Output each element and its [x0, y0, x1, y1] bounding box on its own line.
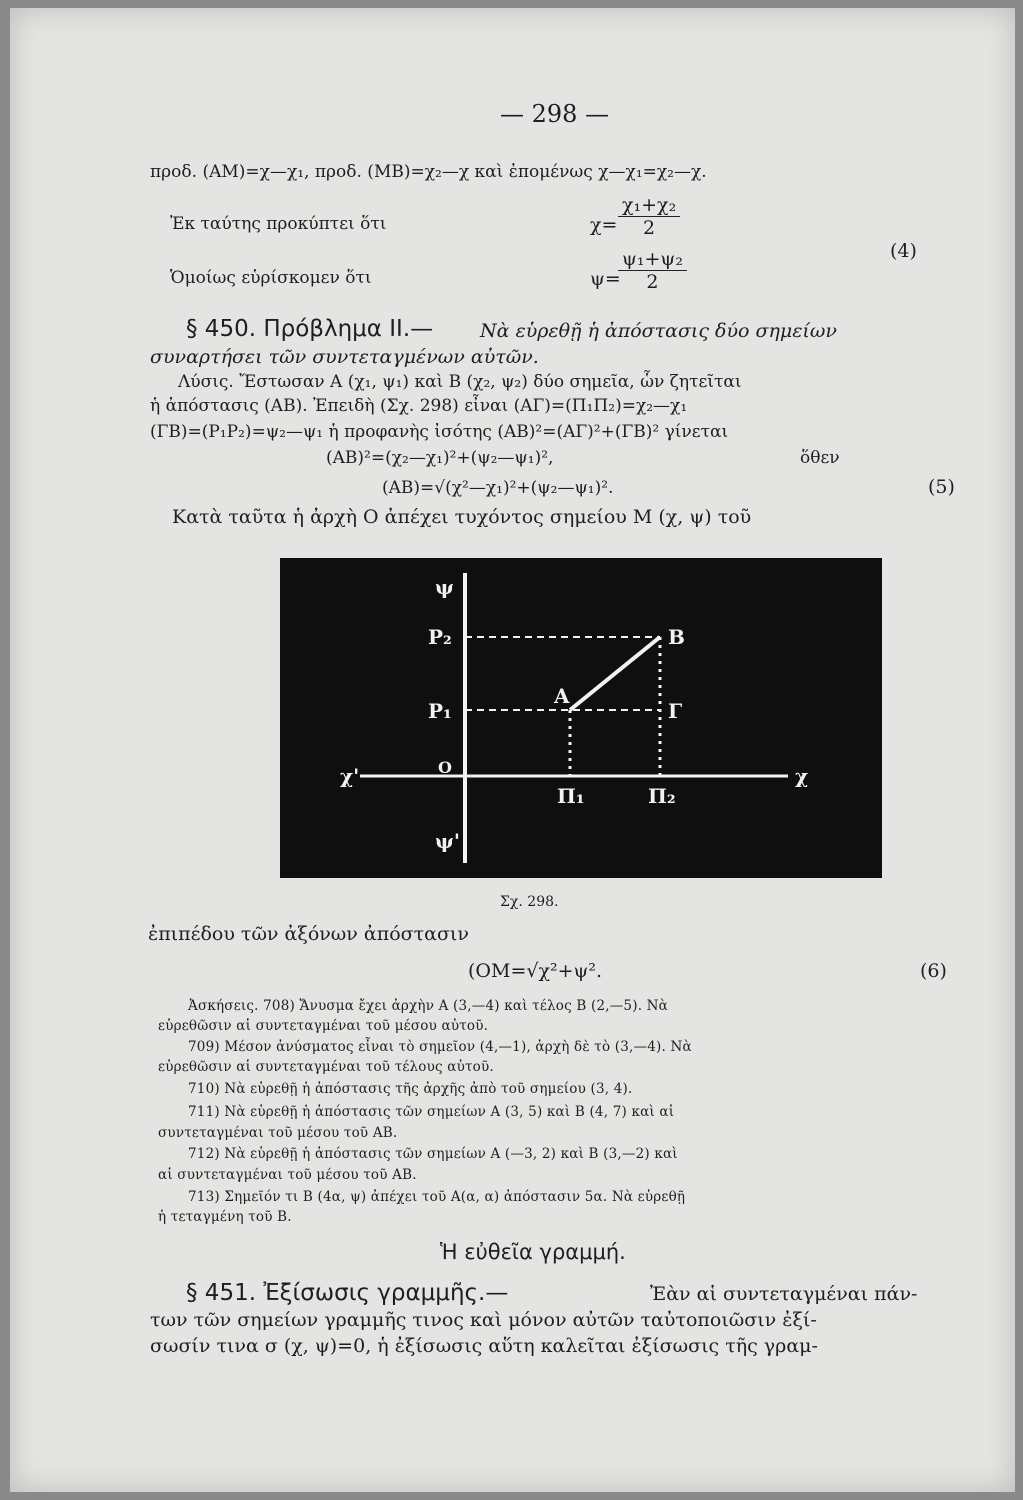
section-title: συναρτήσει τῶν συντεταγμένων αὐτῶν.	[150, 346, 539, 368]
label-g: Γ	[668, 699, 683, 723]
label-pi1: Π₁	[557, 784, 585, 808]
label-x: χ	[795, 764, 809, 788]
label-origin: Ο	[438, 758, 452, 777]
figure-svg	[280, 558, 882, 878]
label-r1: Ρ₁	[428, 699, 452, 723]
text-line: σωσίν τινα σ (χ, ψ)=0, ἡ ἐξίσωσις αὕτη καλεῖται ἐξίσωσις τῆς γραμ-	[150, 1335, 818, 1357]
equation-number: (5)	[928, 476, 955, 498]
section-title: Νὰ εὑρεθῇ ἡ ἀπόστασις δύο σημείων	[480, 320, 837, 342]
figure-caption: Σχ. 298.	[500, 894, 559, 910]
text-line: Ὁμοίως εὑρίσκομεν ὅτι	[170, 268, 372, 288]
label-r2: Ρ₂	[428, 625, 452, 649]
section-heading: § 450. Πρόβλημα ΙΙ.—	[186, 316, 434, 342]
label-pi2: Π₂	[648, 784, 676, 808]
fraction-numerator: ψ₁+ψ₂	[618, 248, 687, 271]
equation-number: (4)	[890, 240, 917, 262]
exercise-line: 711) Νὰ εὑρεθῇ ἡ ἀπόστασις τῶν σημείων Α (3, 5) καὶ Β (4, 7) καὶ αἱ	[188, 1104, 675, 1120]
page-number: — 298 —	[500, 100, 610, 128]
exercise-line: ἡ τεταγμένη τοῦ Β.	[158, 1209, 292, 1225]
exercise-line: αἱ συντεταγμέναι τοῦ μέσου τοῦ ΑΒ.	[158, 1167, 417, 1183]
equation: (ΑΒ)²=(χ₂—χ₁)²+(ψ₂—ψ₁)²,	[326, 448, 554, 468]
equation-lhs: ψ=	[590, 268, 621, 290]
text-line: Ἐὰν αἱ συντεταγμέναι πάν-	[650, 1283, 918, 1305]
fraction-denominator: 2	[646, 271, 659, 293]
exercise-line: εὑρεθῶσιν αἱ συντεταγμέναι τοῦ μέσου αὐτοῦ.	[158, 1018, 489, 1034]
section-subtitle: Ἡ εὐθεῖα γραμμή.	[440, 1240, 626, 1264]
text-line: ἐπιπέδου τῶν ἀξόνων ἀπόστασιν	[148, 923, 469, 945]
label-y: ψ	[435, 575, 454, 599]
exercise-line: 712) Νὰ εὑρεθῇ ἡ ἀπόστασις τῶν σημείων Α (—3, 2) καὶ Β (3,—2) καὶ	[188, 1146, 678, 1162]
fraction	[618, 248, 687, 293]
exercise-line: εὑρεθῶσιν αἱ συντεταγμέναι τοῦ τέλους αὐτοῦ.	[158, 1059, 494, 1075]
equation: (ΟΜ=√χ²+ψ².	[468, 960, 603, 982]
equation-lhs: χ=	[590, 214, 618, 236]
fraction-numerator: χ₁+χ₂	[618, 194, 680, 217]
label-b: Β	[668, 625, 685, 649]
exercise-line: 713) Σημεῖόν τι Β (4α, ψ) ἀπέχει τοῦ Α(α, α) ἀπόστασιν 5α. Νὰ εὑρεθῇ	[188, 1189, 686, 1205]
text-line: Λύσις. Ἔστωσαν Α (χ₁, ψ₁) καὶ Β (χ₂, ψ₂) δύο σημεῖα, ὧν ζητεῖται	[178, 372, 742, 392]
exercise-line: Ἀσκήσεις. 708) Ἄνυσμα ἔχει ἀρχὴν Α (3,—4) καὶ τέλος Β (2,—5). Νὰ	[188, 998, 668, 1014]
segment-ab	[570, 637, 660, 710]
label-a: Α	[554, 684, 570, 708]
text-line: προδ. (ΑΜ)=χ—χ₁, προδ. (ΜΒ)=χ₂—χ καὶ ἐπομένως χ—χ₁=χ₂—χ.	[150, 162, 707, 182]
equation: (ΑΒ)=√(χ²—χ₁)²+(ψ₂—ψ₁)².	[382, 478, 614, 498]
text-line: ὅθεν	[800, 448, 840, 468]
coordinate-figure	[280, 558, 882, 878]
label-x-neg: χ'	[340, 764, 360, 788]
fraction	[618, 194, 680, 239]
exercise-line: συντεταγμέναι τοῦ μέσου τοῦ ΑΒ.	[158, 1125, 398, 1141]
text-line: ἡ ἀπόστασις (ΑΒ). Ἐπειδὴ (Σχ. 298) εἶναι (ΑΓ)=(Π₁Π₂)=χ₂—χ₁	[150, 396, 688, 416]
section-heading: § 451. Ἐξίσωσις γραμμῆς.—	[186, 1280, 509, 1306]
text-line: των τῶν σημείων γραμμῆς τινος καὶ μόνον αὐτῶν ταὐτοποιῶσιν ἐξί-	[150, 1309, 817, 1331]
exercise-line: 709) Μέσον ἀνύσματος εἶναι τὸ σημεῖον (4,—1), ἀρχὴ δὲ τὸ (3,—4). Νὰ	[188, 1039, 692, 1055]
fraction-denominator: 2	[643, 217, 656, 239]
text-line: Κατὰ ταῦτα ἡ ἀρχὴ Ο ἀπέχει τυχόντος σημείου Μ (χ, ψ) τοῦ	[172, 506, 752, 528]
label-y-neg: ψ'	[435, 829, 460, 853]
text-line: Ἐκ ταύτης προκύπτει ὅτι	[170, 214, 387, 234]
equation-number: (6)	[920, 960, 947, 982]
exercise-line: 710) Νὰ εὑρεθῇ ἡ ἀπόστασις τῆς ἀρχῆς ἀπὸ τοῦ σημείου (3, 4).	[188, 1081, 633, 1097]
text-line: (ΓΒ)=(Ρ₁Ρ₂)=ψ₂—ψ₁ ἡ προφανὴς ἰσότης (ΑΒ)²=(ΑΓ)²+(ΓΒ)² γίνεται	[150, 422, 729, 442]
book-page	[10, 8, 1015, 1492]
